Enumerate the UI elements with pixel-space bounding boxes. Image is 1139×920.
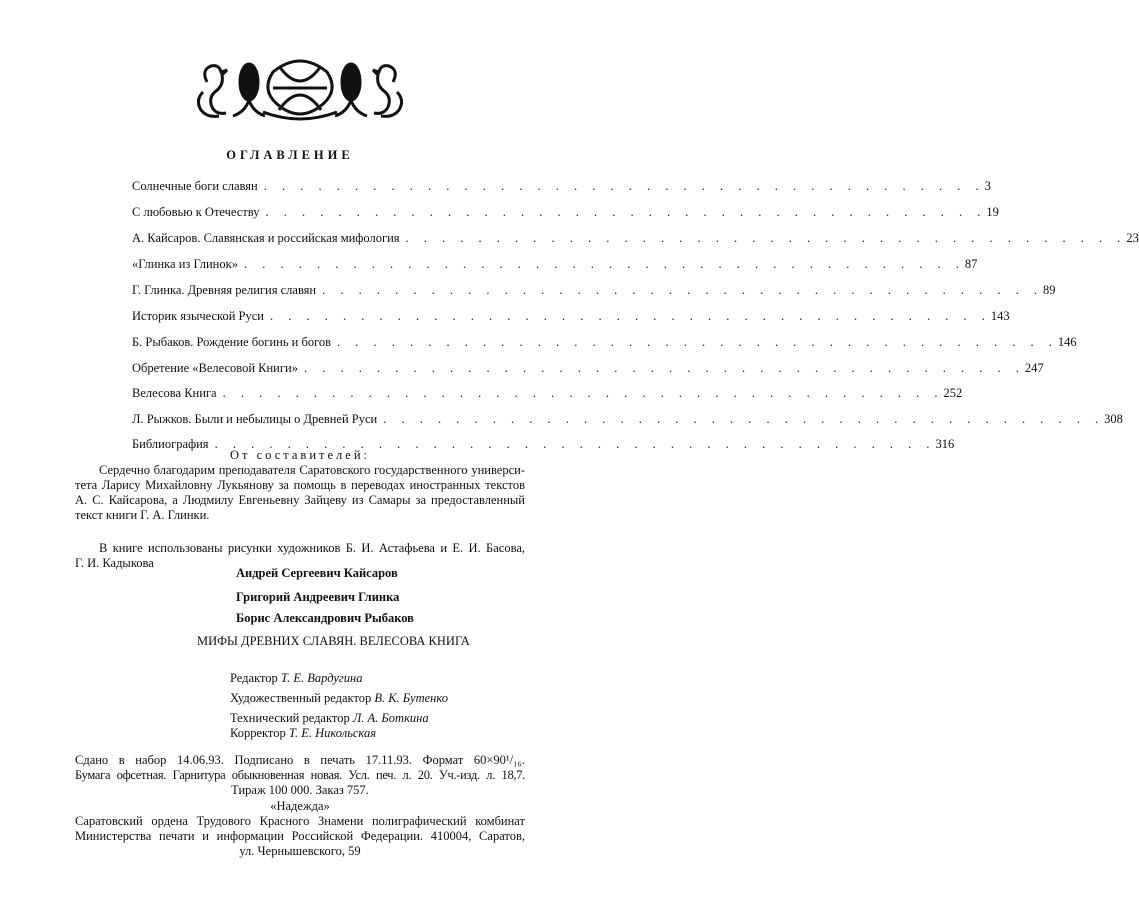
toc-leader-dots: . . . . . . . . . . . . . . . . . . . . . . . . . . . . . . . . . . . . . . . . [263, 179, 985, 193]
toc-entry-page: 143 [990, 309, 1010, 323]
text-line: А. С. Кайсарова, а Людмилу Евгеньевну Зайцеву из Самары за предоставленный [75, 493, 525, 507]
toc-entry-title: Библиография [132, 437, 209, 451]
editor-line [230, 726, 376, 741]
printer-line: Министерства печати и информации Российской Федерации. 410004, Саратов, [75, 829, 525, 843]
book-title: МИФЫ ДРЕВНИХ СЛАВЯН. ВЕЛЕСОВА КНИГА [197, 634, 470, 648]
printer-line: ул. Чернышевского, 59 [239, 844, 361, 858]
acknowledgements-paragraph [75, 463, 525, 523]
editor-role: Редактор [230, 671, 278, 685]
toc-entry-title: С любовью к Отечеству [132, 205, 260, 219]
toc-entry[interactable] [132, 335, 1077, 353]
text-line: Сердечно благодарим преподавателя Саратовского государственного универси- [99, 463, 525, 477]
toc-leader-dots: . . . . . . . . . . . . . . . . . . . . . . . . . . . . . . . . . . . . . . . . [322, 283, 1043, 297]
author-name: Борис Александрович Рыбаков [236, 611, 414, 625]
toc-entry-page: 247 [1024, 361, 1044, 375]
toc-entry-title: Г. Глинка. Древняя религия славян [132, 283, 317, 297]
toc-entry-title: Велесова Книга [132, 386, 217, 400]
text-line: тета Ларису Михайловну Лукьянову за помощь в переводах иностранных текстов [75, 478, 525, 492]
toc-entry[interactable] [132, 179, 991, 197]
ornament-headpiece-icon [193, 52, 407, 126]
toc-entry-page: 87 [964, 257, 978, 271]
editor-line [230, 671, 362, 686]
toc-entry-title: Б. Рыбаков. Рождение богинь и богов [132, 335, 332, 349]
imprint-line: Бумага офсетная. Гарнитура обыкновенная новая. Усл. печ. л. 20. Уч.-изд. л. 18,7. [75, 768, 525, 782]
toc-entry-page: 23 [1126, 231, 1139, 245]
toc-entry-title: Историк языческой Руси [132, 309, 264, 323]
toc-entry[interactable] [132, 283, 1056, 301]
toc-leader-dots: . . . . . . . . . . . . . . . . . . . . . . . . . . . . . . . . . . . . . . . . [243, 257, 965, 271]
toc-leader-dots: . . . . . . . . . . . . . . . . . . . . . . . . . . . . . . . . . . . . . . . . [269, 309, 991, 323]
toc-entry[interactable] [132, 309, 1010, 327]
toc-entry[interactable] [132, 257, 978, 275]
toc-entry-page: 3 [984, 179, 991, 193]
toc-leader-dots: . . . . . . . . . . . . . . . . . . . . . . . . . . . . . . . . . . . . . . . . [383, 412, 1105, 426]
toc-entry-page: 146 [1057, 335, 1077, 349]
toc-leader-dots: . . . . . . . . . . . . . . . . . . . . . . . . . . . . . . . . . . . . . . . . [405, 231, 1127, 245]
contents-title: ОГЛАВЛЕНИЕ [226, 148, 354, 162]
text-line: Г. И. Кадыкова [75, 556, 154, 570]
toc-entry-title: Солнечные боги славян [132, 179, 258, 193]
toc-entry[interactable] [132, 361, 1044, 379]
toc-entry-title: «Глинка из Глинок» [132, 257, 238, 271]
editor-name: В. К. Бутенко [374, 691, 448, 705]
toc-leader-dots: . . . . . . . . . . . . . . . . . . . . . . . . . . . . . . . . . . . . . . . . [303, 361, 1025, 375]
toc-entry-page: 252 [943, 386, 963, 400]
imprint-line: Сдано в набор 14.06.93. Подписано в печать 17.11.93. Формат 60×90¹/₁₆. [75, 753, 525, 767]
toc-entry-title: А. Кайсаров. Славянская и российская мифология [132, 231, 400, 245]
author-name: Андрей Сергеевич Кайсаров [236, 566, 398, 580]
author-name: Григорий Андреевич Глинка [236, 590, 400, 604]
toc-entry-title: Л. Рыжков. Были и небылицы о Древней Руси [132, 412, 378, 426]
editor-name: Т. Е. Никольская [288, 726, 377, 740]
text-line: В книге использованы рисунки художников Б. И. Астафьева и Е. И. Басова, [99, 541, 525, 555]
editor-name: Л. А. Боткина [352, 711, 429, 725]
toc-entry-title: Обретение «Велесовой Книги» [132, 361, 298, 375]
toc-entry-page: 308 [1104, 412, 1123, 426]
toc-entry[interactable] [132, 412, 1123, 430]
acknowledgements-heading: От составителей: [230, 448, 370, 462]
editor-role: Технический редактор [230, 711, 350, 725]
toc-leader-dots: . . . . . . . . . . . . . . . . . . . . . . . . . . . . . . . . . . . . . . . . [222, 386, 944, 400]
editor-line [230, 691, 448, 706]
imprint-line: Тираж 100 000. Заказ 757. [231, 783, 369, 797]
editor-role: Корректор [230, 726, 286, 740]
text-line: текст книги Г. А. Глинки. [75, 508, 210, 522]
editor-line [230, 711, 429, 726]
publisher-name: «Надежда» [270, 799, 330, 813]
imprint [75, 753, 525, 859]
toc-leader-dots: . . . . . . . . . . . . . . . . . . . . . . . . . . . . . . . . . . . . . . . . [265, 205, 987, 219]
toc-entry[interactable] [132, 386, 963, 404]
toc-entry-page: 316 [935, 437, 955, 451]
toc-entry[interactable] [132, 231, 1139, 249]
toc-leader-dots: . . . . . . . . . . . . . . . . . . . . . . . . . . . . . . . . . . . . . . . . [214, 437, 936, 451]
toc-leader-dots: . . . . . . . . . . . . . . . . . . . . . . . . . . . . . . . . . . . . . . . . [337, 335, 1058, 349]
editor-role: Художественный редактор [230, 691, 372, 705]
toc-entry[interactable] [132, 205, 999, 223]
toc-entry-page: 19 [986, 205, 999, 219]
toc-entry-page: 89 [1043, 283, 1056, 297]
printer-line: Саратовский ордена Трудового Красного Знамени полиграфический комбинат [75, 814, 525, 828]
editor-name: Т. Е. Вардугина [280, 671, 363, 685]
